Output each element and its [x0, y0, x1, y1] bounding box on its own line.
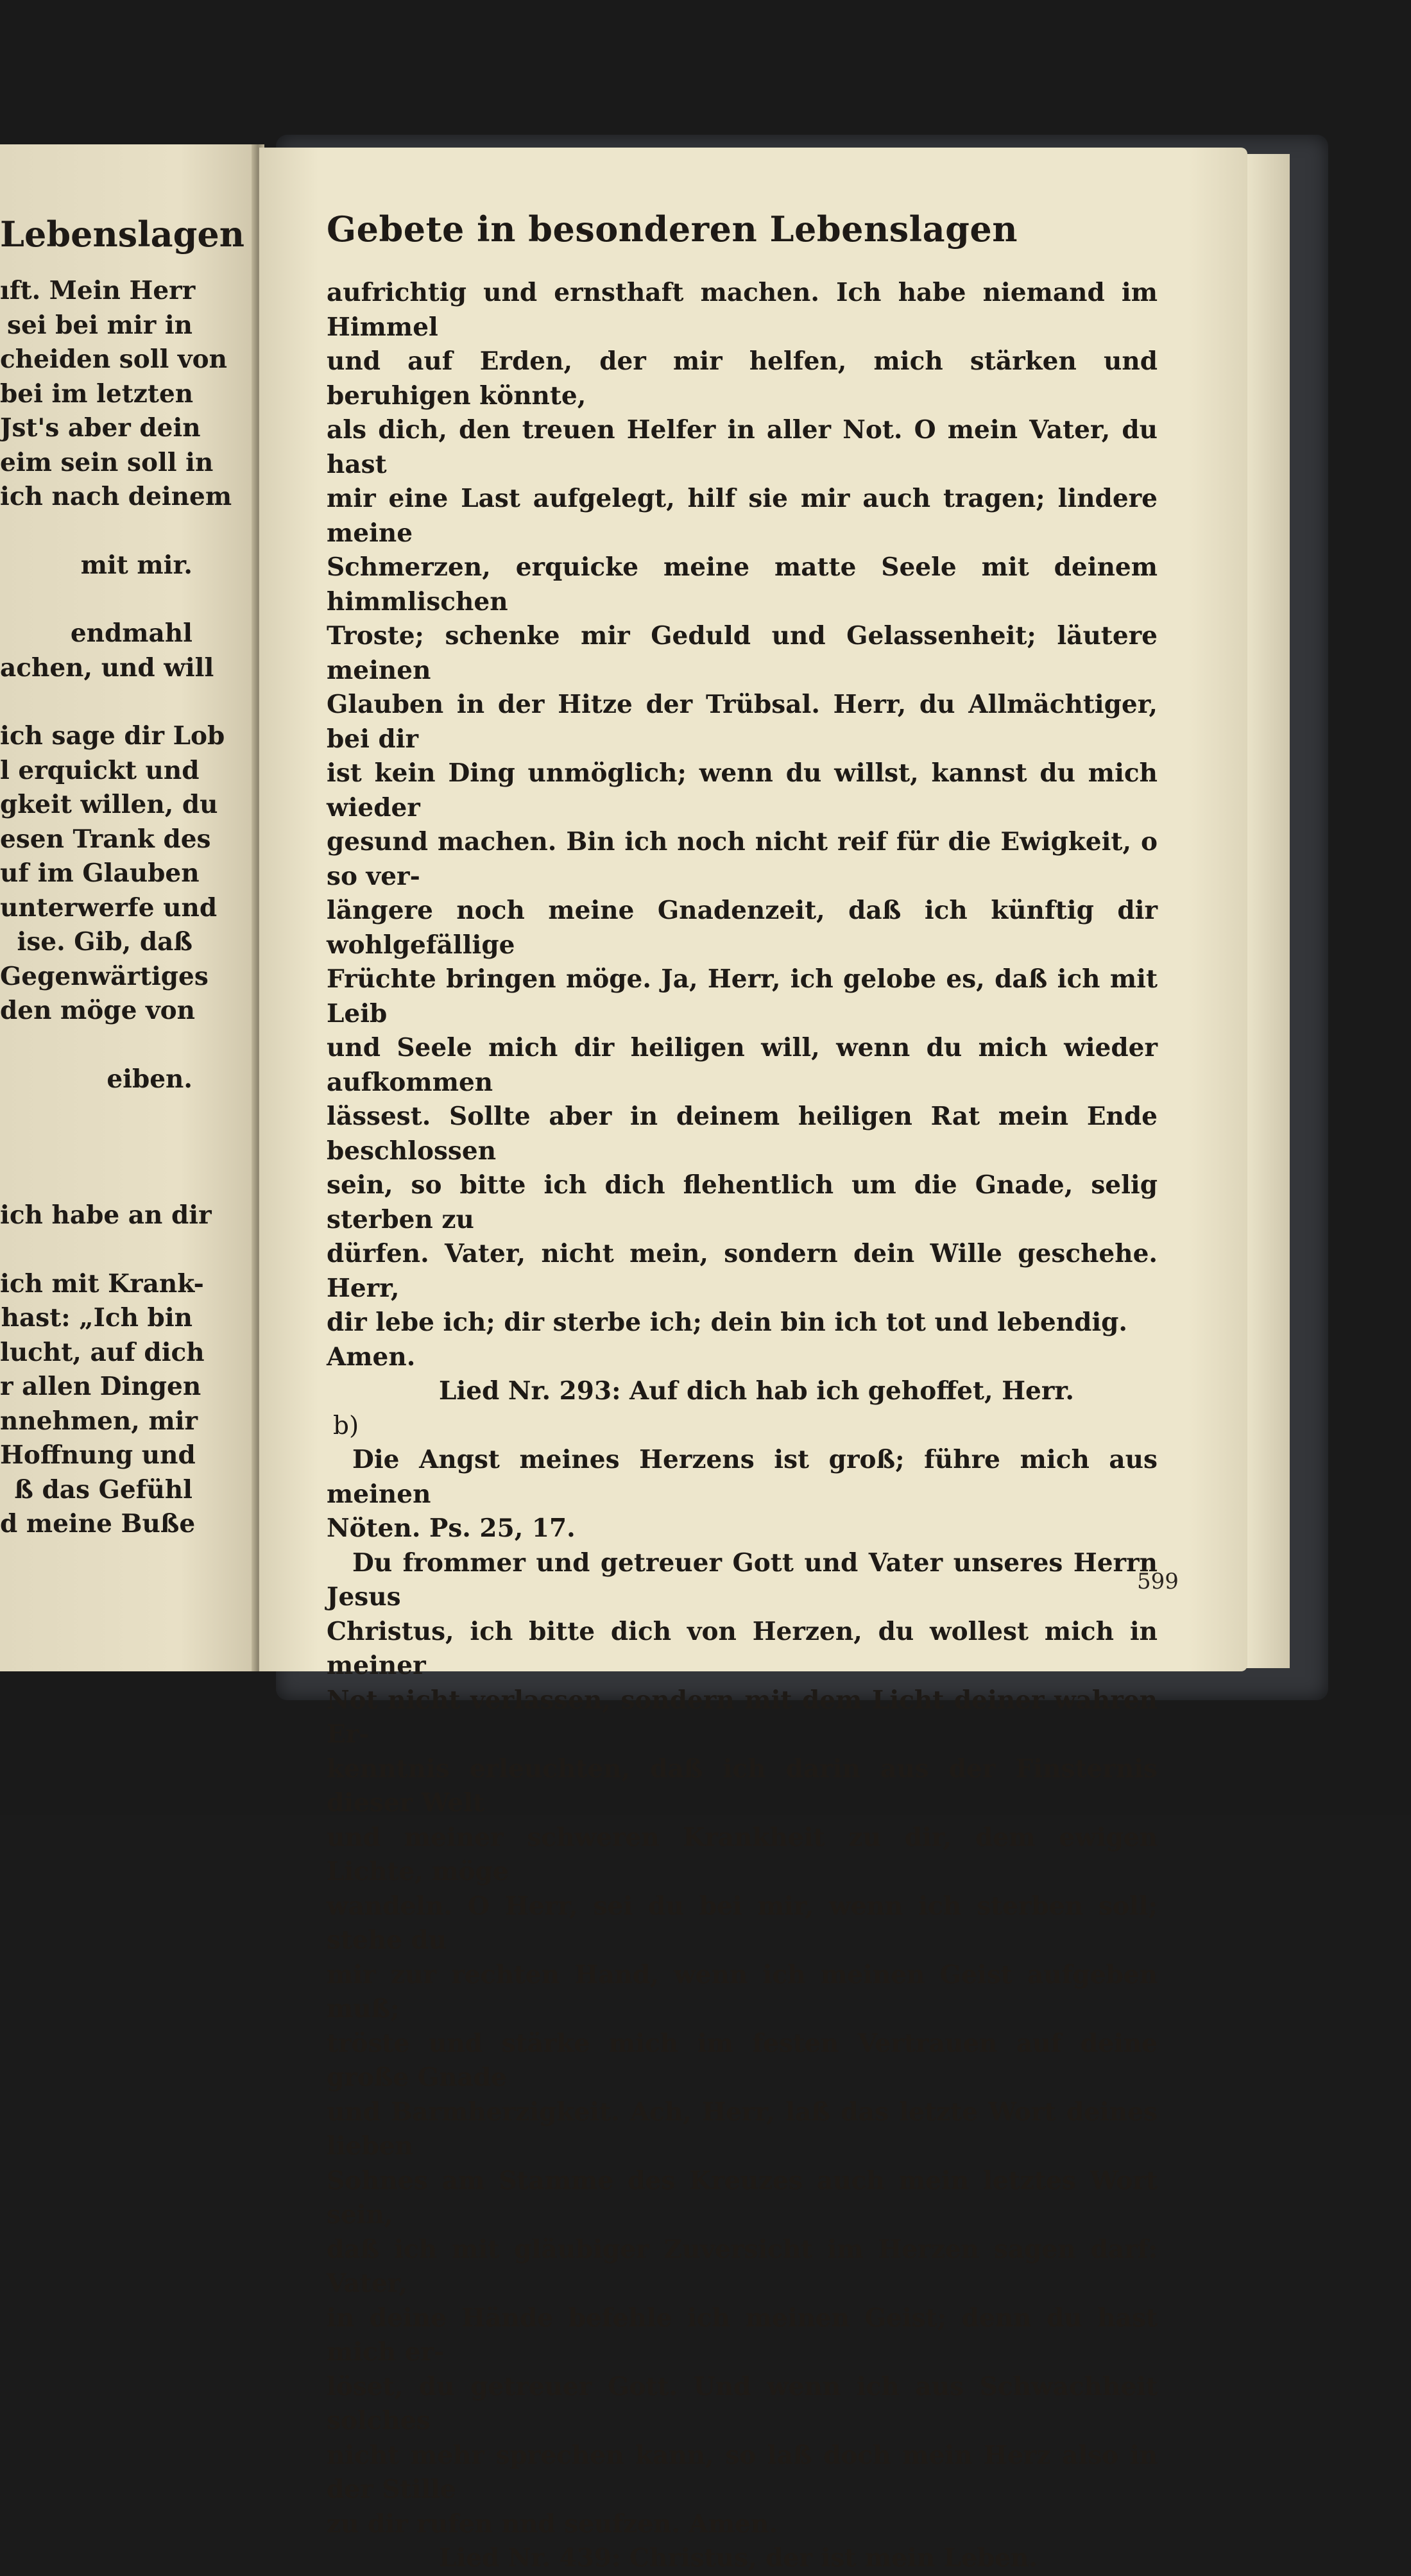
psalm-verse — [327, 1443, 1158, 1546]
left-text-line: ich nach deinem — [0, 482, 232, 511]
text-line: ist kein Ding unmöglich; wenn du willst, kannst du mich wieder — [327, 758, 1158, 823]
left-text-line: Gegenwärtiges — [0, 961, 209, 991]
left-text-line: cheiden soll von — [0, 345, 227, 374]
left-text-line: sei bei mir in — [6, 310, 192, 340]
left-text-line: achen, und will — [0, 653, 214, 683]
left-text-line — [0, 1028, 192, 1062]
left-page-text — [0, 214, 244, 1542]
left-text-line: eiben. — [107, 1064, 192, 1094]
left-text-line: nnehmen, mir — [0, 1406, 198, 1436]
text-line: in deine Hände befehle ich meinen Geist; denn du hast mich er- — [327, 2303, 1158, 2367]
text-line: sein, so bitte ich dich flehentlich um die Gnade, selig sterben zu — [327, 1170, 1158, 1234]
text-line: mir zur rechten Hand, wenn ich meinen Geist aufgeben muß; — [327, 1959, 1158, 2024]
text-line: aufrichtig und ernsthaft machen. Ich habe niemand im Himmel — [327, 278, 1158, 342]
page-number: 599 — [1137, 1569, 1179, 1594]
right-page — [259, 148, 1247, 2573]
left-text-line: esen Trank des — [0, 824, 211, 854]
left-text-line — [0, 515, 192, 549]
left-text-line: d meine Buße — [0, 1509, 196, 1539]
left-text-line — [0, 1096, 192, 1130]
left-text-line: Jst's aber dein — [0, 413, 201, 443]
running-head: Gebete in besonderen Lebenslagen — [327, 209, 1018, 250]
left-text-line: ß das Gefühl — [14, 1474, 192, 1505]
hymn-reference-a: Lied Nr. 293: Auf dich hab ich gehoffet, Herr. — [439, 1376, 1074, 1406]
left-text-line: ich sage dir Lob — [0, 721, 225, 751]
left-text-line: l erquickt und — [0, 755, 200, 785]
text-line: Nöten. Ps. 25, 17. — [327, 1514, 576, 1543]
left-text-line: r allen Dingen — [0, 1372, 201, 1401]
left-text-line — [0, 1164, 192, 1198]
text-line: Früchte bringen möge. Ja, Herr, ich gelobe es, daß ich mit Leib — [327, 964, 1158, 1028]
left-text-line: Hoffnung und — [0, 1440, 196, 1470]
left-text-line: ıft. Mein Herr — [0, 276, 196, 305]
prayer-a — [327, 276, 1158, 1374]
section-marker-b: b) — [333, 1411, 359, 1440]
text-line: wandeln. O Herr, sei du bei mir, wenn ich sterben soll; stehe du — [327, 1891, 1158, 1955]
text-line: und Barmherzigkeit. Ach, Herr, laß das letzte Wort deines lieben — [327, 2097, 1158, 2161]
left-text-line: eim sein soll in — [0, 447, 214, 477]
text-line: Troste; schenke mir Geduld und Gelassenheit; läutere meinen — [327, 621, 1158, 685]
left-text-line: endmahl — [70, 618, 192, 648]
left-text-line: hast: „Ich bin — [1, 1303, 192, 1333]
text-line: lässest. Sollte aber in deinem heiligen Rat mein Ende beschlossen — [327, 1102, 1158, 1166]
text-line: als dich, den treuen Helfer in aller Not. O mein Vater, du hast — [327, 415, 1158, 479]
text-line: Sohnes am Stamme des Kreuzes auch mein letztes Wort sein, — [327, 2165, 1158, 2230]
text-line: zu dir rufen nnd seufzen. Amen. — [327, 2509, 778, 2539]
left-text-line: gkeit willen, du — [0, 790, 218, 819]
left-text-line: uf im Glauben — [0, 858, 200, 888]
left-text-line — [0, 1130, 192, 1164]
text-line: und Seele mich dir heiligen will, wenn du mich wieder aufkommen — [327, 1033, 1158, 1097]
text-line: daß ich mit gläubiger Zuversicht im Herzen sagen darf: Vater, — [327, 2234, 1158, 2298]
left-text-line: ise. Gib, daß — [17, 927, 192, 957]
text-line: mir eine Last aufgelegt, hilf sie mir auch tragen; lindere meine — [327, 484, 1158, 548]
text-line: Schmerzen, erquicke meine matte Seele mit deinem himmlischen — [327, 552, 1158, 617]
text-line: tröste und stärke mich im festen Vertrauen auf deine große Gnade — [327, 2028, 1158, 2092]
left-text-line: den möge von — [0, 996, 195, 1025]
text-line: kenntnis erleuchten, daß ich darin aus der Finsternis dieser Welt — [327, 1753, 1158, 1818]
left-text-line: ich mit Krank- — [0, 1268, 204, 1299]
text-line: nicht mehr sprechen kann, so laß doch mein Herz also in der Stille — [327, 2440, 1158, 2504]
left-text-line — [0, 685, 192, 719]
left-page — [0, 144, 257, 1671]
text-line: gesund machen. Bin ich noch nicht reif für die Ewigkeit, o so ver- — [327, 827, 1158, 891]
page-text — [327, 276, 1158, 2576]
prayer-b — [327, 1546, 1158, 2542]
hymn-reference-b: Lied Nr. 439: Christus, der ist mein Leben. — [439, 2543, 1038, 2573]
text-line: Du frommer und getreuer Gott und Vater unseres Herrn Jesus — [327, 1548, 1158, 1612]
left-text-line — [0, 1233, 192, 1267]
text-line: längere noch meine Gnadenzeit, daß ich künftig dir wohlgefällige — [327, 896, 1158, 960]
text-line: dir lebe ich; dir sterbe ich; dein bin ich tot und lebendig. Amen. — [327, 1308, 1127, 1372]
text-line: und auf Erden, der mir helfen, mich stärken und beruhigen könnte, — [327, 346, 1158, 411]
left-text-line: unterwerfe und — [0, 892, 218, 923]
left-text-line: lucht, auf dich — [0, 1337, 205, 1367]
left-text-line: bei im letzten — [0, 379, 194, 409]
text-line: Glauben in der Hitze der Trübsal. Herr, du Allmächtiger, bei dir — [327, 690, 1158, 754]
text-line: dürfen. Vater, nicht mein, sondern dein Wille geschehe. Herr, — [327, 1239, 1158, 1303]
text-line: Not nicht verlassen, sondern mit dem Licht deiner wahren Er- — [327, 1685, 1158, 1749]
text-line: Christus, ich bitte dich von Herzen, du wollest mich in meiner — [327, 1616, 1158, 1680]
text-line: löset, du getreuer Gott. Und wenn ich aus Schwachheit solches — [327, 2371, 1158, 2435]
text-line: Die Angst meines Herzens ist groß; führe mich aus meinen — [327, 1445, 1158, 1509]
left-text-line — [0, 583, 192, 617]
text-line: und meiner schweren Krankheit zu dir, dem ewigen Lichte, möge — [327, 1822, 1158, 1886]
left-running-head: Lebenslagen — [0, 214, 244, 255]
left-text-line: ich habe an dir — [0, 1200, 212, 1230]
left-text-line: mit mir. — [80, 550, 192, 580]
